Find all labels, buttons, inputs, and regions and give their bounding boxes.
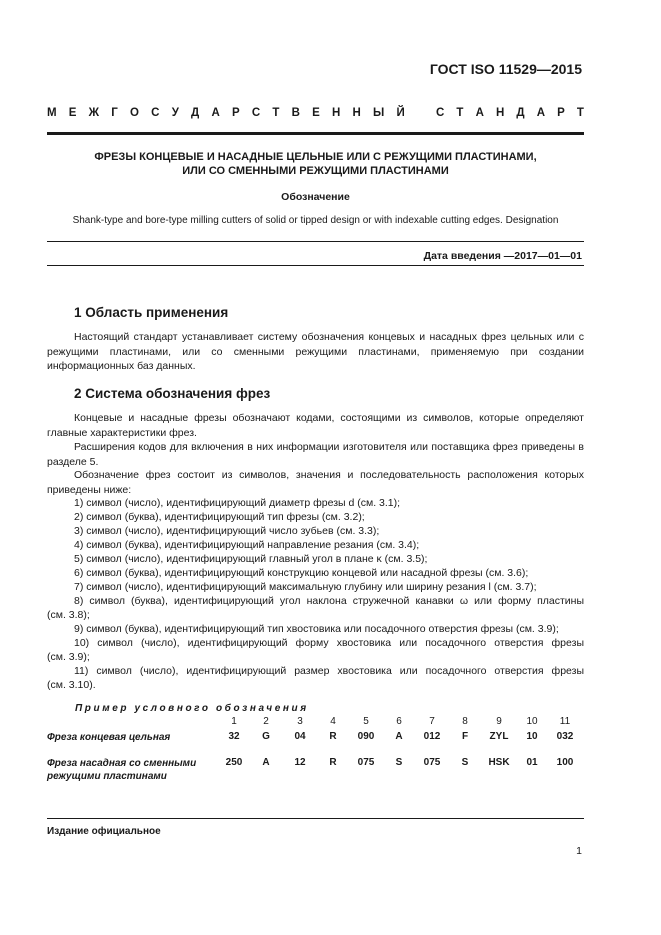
example-value: G <box>262 731 270 742</box>
date-rule <box>47 265 584 266</box>
example-value: 075 <box>423 757 441 768</box>
column-number: 6 <box>396 716 402 727</box>
example-value: 090 <box>357 731 375 742</box>
section-2-paragraph-1: Концевые и насадные фрезы обозначают кодами, состоящими из символов, которые определяют главные характеристики фрез. <box>47 412 584 439</box>
example-row-label: Фреза насадная со сменными режущими пластинами <box>47 758 197 782</box>
example-value: 04 <box>294 731 306 742</box>
column-number: 7 <box>429 716 435 727</box>
list-item: 11) символ (число), идентифицирующий размер хвостовика или посадочного отверстия фрезы <box>74 665 584 677</box>
list-item: 1) символ (число), идентифицирующий диаметр фрезы d (см. 3.1); <box>74 497 401 509</box>
banner-word-interstate: М Е Ж Г О С У Д А Р С Т В Е Н Н Ы Й <box>47 107 405 119</box>
official-edition-label: Издание официальное <box>47 826 161 837</box>
column-number: 9 <box>496 716 502 727</box>
list-item: 9) символ (буква), идентифицирующий тип хвостовика или посадочного отверстия фрезы (см. 3.9); <box>74 623 559 635</box>
example-value: ZYL <box>489 731 509 742</box>
document-code: ГОСТ ISO 11529—2015 <box>429 61 582 77</box>
example-row-label: Фреза концевая цельная <box>47 732 171 743</box>
example-heading: Пример условного обозначения <box>75 703 309 714</box>
list-item: 2) символ (буква), идентифицирующий тип фрезы (см. 3.2); <box>74 511 365 523</box>
header-rule <box>47 132 584 135</box>
section-1-heading: 1 Область применения <box>74 305 229 320</box>
list-item: 3) символ (число), идентифицирующий число зубьев (см. 3.3); <box>74 525 380 537</box>
list-item-continuation: (см. 3.10). <box>47 679 96 691</box>
example-value: 100 <box>556 757 574 768</box>
section-2-heading: 2 Система обозначения фрез <box>74 386 271 401</box>
example-value: 032 <box>556 731 574 742</box>
example-value: R <box>329 731 337 742</box>
title-rule <box>47 241 584 242</box>
example-value: 012 <box>423 731 441 742</box>
english-title: Shank-type and bore-type milling cutters of solid or tipped design or with indexable cutting edges. Designation <box>72 215 559 226</box>
example-value: S <box>461 757 469 768</box>
title-line-2: ИЛИ СО СМЕННЫМИ РЕЖУЩИМИ ПЛАСТИНАМИ <box>182 165 449 177</box>
list-item: 6) символ (буква), идентифицирующий конструкцию концевой или насадной фрезы (см. 3.6); <box>74 567 529 579</box>
list-item: 4) символ (буква), идентифицирующий направление резания (см. 3.4); <box>74 539 420 551</box>
example-value: S <box>395 757 403 768</box>
list-item: 7) символ (число), идентифицирующий максимальную глубину или ширину резания l (см. 3.7); <box>74 581 537 593</box>
example-value: 12 <box>294 757 306 768</box>
section-2-paragraph-2: Расширения кодов для включения в них информации изготовителя или поставщика фрез приведены в разделе 5. <box>47 441 584 468</box>
list-item: 5) символ (число), идентифицирующий главный угол в плане κ (см. 3.5); <box>74 553 428 565</box>
example-value: R <box>329 757 337 768</box>
example-value: A <box>262 757 270 768</box>
column-number: 4 <box>330 716 336 727</box>
document-title <box>47 150 584 178</box>
column-number: 8 <box>462 716 468 727</box>
list-item: 8) символ (буква), идентифицирующий угол наклона стружечной канавки ω или форму пластины <box>74 595 584 607</box>
column-number: 10 <box>526 716 538 727</box>
list-item-continuation: (см. 3.8); <box>47 609 90 621</box>
list-item-continuation: (см. 3.9); <box>47 651 90 663</box>
standard-banner <box>47 107 584 119</box>
example-value: 10 <box>526 731 538 742</box>
column-number: 2 <box>263 716 269 727</box>
introduction-date: Дата введения —2017—01—01 <box>423 250 582 262</box>
footer-rule <box>47 818 584 819</box>
document-subtitle: Обозначение <box>281 191 350 203</box>
example-value: HSK <box>488 757 510 768</box>
example-value: 01 <box>526 757 538 768</box>
section-1-paragraph: Настоящий стандарт устанавливает систему обозначения концевых и насадных фрез цельных или с режущими пластинами, или со сменными режущими пластинами, применяемую при создании информационных баз данных. <box>47 331 584 372</box>
example-value: 250 <box>225 757 243 768</box>
example-value: 075 <box>357 757 375 768</box>
list-item: 10) символ (число), идентифицирующий форму хвостовика или посадочного отверстия фрезы <box>74 637 584 649</box>
banner-word-standard: С Т А Н Д А Р Т <box>436 107 584 119</box>
example-value: A <box>395 731 403 742</box>
column-number: 3 <box>297 716 303 727</box>
column-number: 11 <box>559 716 571 727</box>
example-value: 32 <box>228 731 240 742</box>
column-number: 5 <box>363 716 369 727</box>
page-number: 1 <box>576 845 582 857</box>
column-number: 1 <box>231 716 237 727</box>
example-value: F <box>461 731 469 742</box>
title-line-1: ФРЕЗЫ КОНЦЕВЫЕ И НАСАДНЫЕ ЦЕЛЬНЫЕ ИЛИ С РЕЖУЩИМИ ПЛАСТИНАМИ, <box>94 151 537 163</box>
section-2-paragraph-3: Обозначение фрез состоит из символов, значения и последовательность расположения которых приведены ниже: <box>47 469 584 496</box>
